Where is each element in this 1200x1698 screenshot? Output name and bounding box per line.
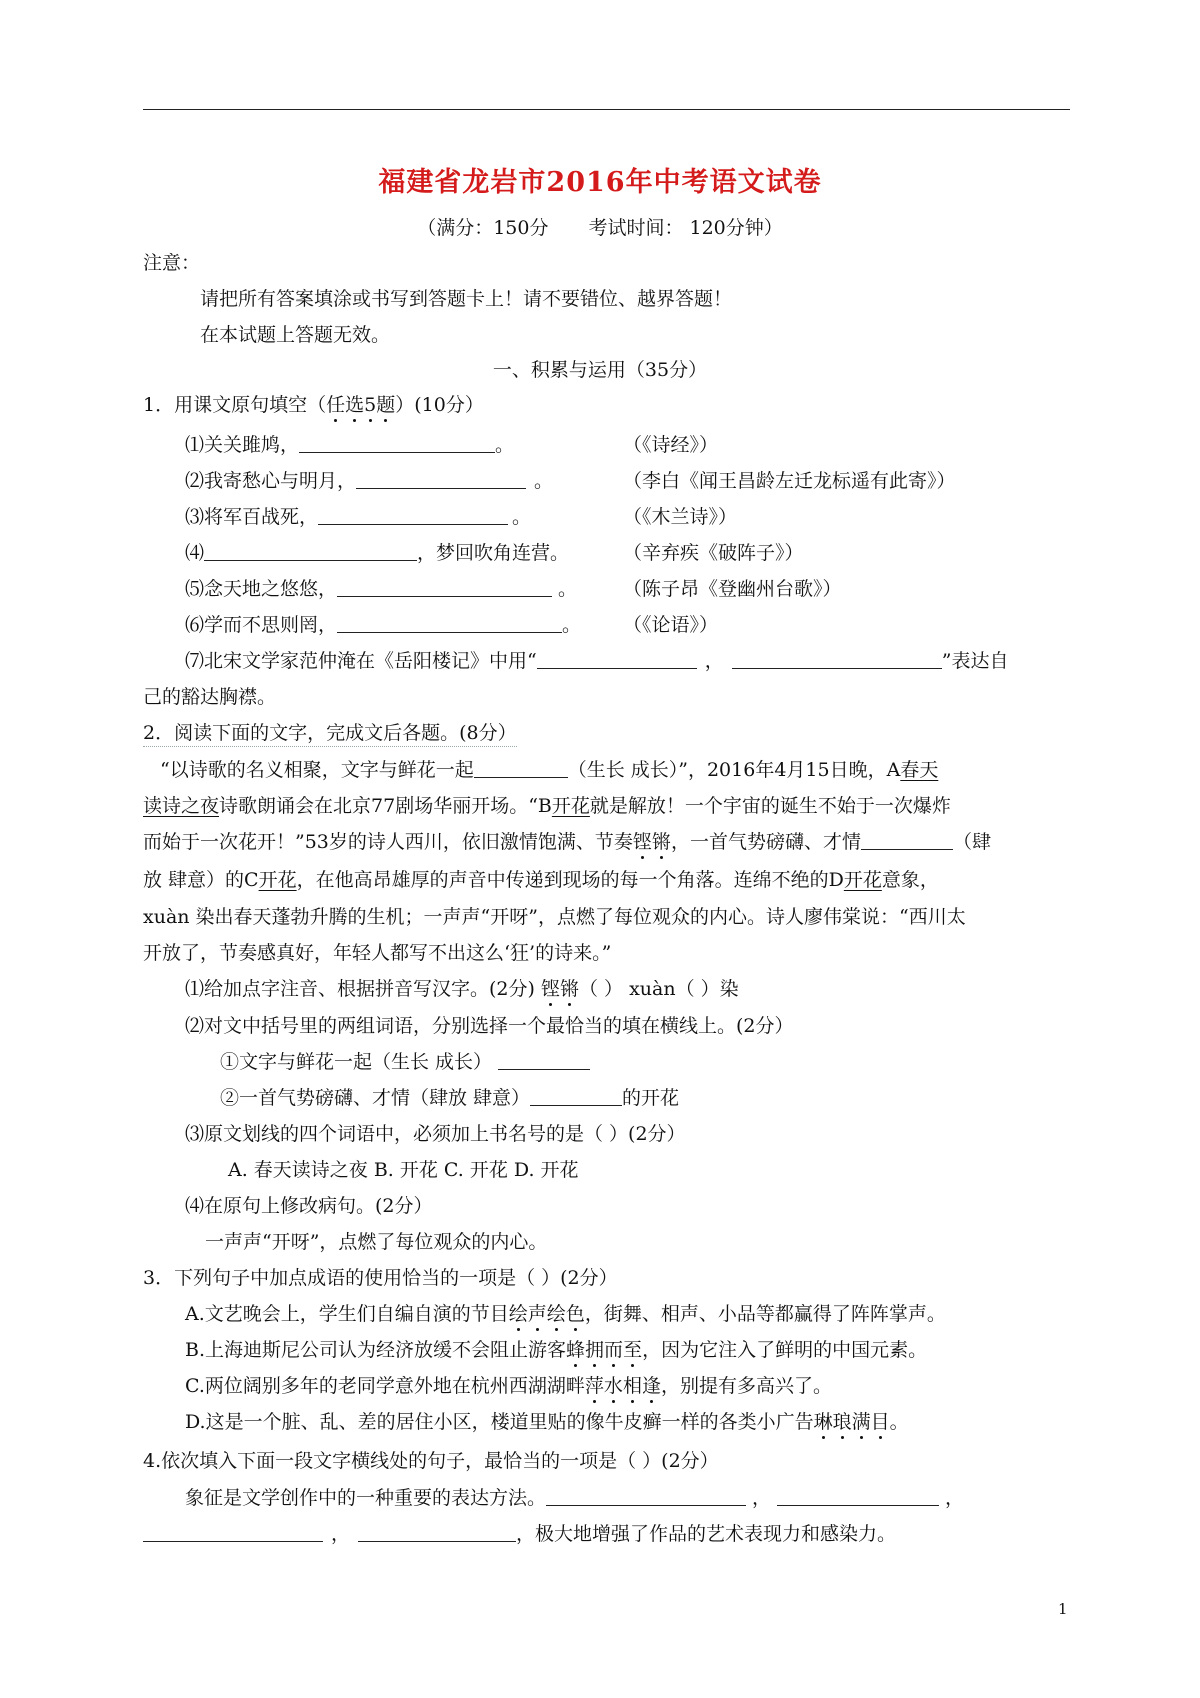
q1-item-3: ⑶将军百战死， 。 bbox=[185, 506, 532, 528]
answer-blank[interactable] bbox=[732, 649, 942, 669]
q2-passage-line-4: 放 肆意）的C开花，在他高昂雄厚的声音中传递到现场的每一个角落。连绵不绝的D开花意象， bbox=[143, 869, 939, 891]
header-rule bbox=[143, 109, 1070, 110]
q4-stem: 4.依次填入下面一段文字横线处的句子，最恰当的一项是（ ）(2分） bbox=[143, 1450, 719, 1472]
q3-option-d: D.这是一个脏、乱、差的居住小区，楼道里贴的像牛皮癣一样的各类小广告琳琅满目。 bbox=[185, 1411, 909, 1433]
q1-item-6-source: （《论语》） bbox=[623, 614, 719, 636]
q2-passage-line-3: 而始于一次花开！”53岁的诗人西川，依旧激情饱满、节奏铿锵，一首气势磅礴、才情 （肆 bbox=[143, 831, 991, 853]
exam-time: 考试时间： 120分钟） bbox=[588, 217, 783, 239]
exam-meta bbox=[0, 213, 1200, 240]
answer-blank[interactable] bbox=[337, 577, 552, 597]
answer-blank[interactable] bbox=[777, 1486, 939, 1506]
q1-item-2: ⑵我寄愁心与明月， 。 bbox=[185, 470, 554, 492]
full-score: （满分：150分 bbox=[417, 217, 549, 239]
answer-blank[interactable] bbox=[318, 505, 508, 525]
q2-sub-3: ⑶原文划线的四个词语中，必须加上书名号的是（ ）(2分） bbox=[185, 1123, 686, 1145]
section-heading: 一、积累与运用（35分） bbox=[492, 359, 708, 381]
answer-blank[interactable] bbox=[204, 541, 417, 561]
q1-item-5: ⑸念天地之悠悠， 。 bbox=[185, 578, 578, 600]
q1-item-7-cont: 己的豁达胸襟。 bbox=[143, 686, 277, 708]
answer-blank[interactable] bbox=[356, 469, 526, 489]
q1-stem: 1．用课文原句填空（任选5题）(10分） bbox=[143, 394, 484, 416]
q2-sub-3-options: A. 春天读诗之夜 B. 开花 C. 开花 D. 开花 bbox=[228, 1159, 579, 1181]
q2-passage-line-5: xuàn 染出春天蓬勃升腾的生机；一声声“开呀”，点燃了每位观众的内心。诗人廖伟棠说：“西川太 bbox=[143, 906, 966, 928]
answer-blank[interactable] bbox=[143, 1522, 323, 1542]
exam-title: 福建省龙岩市2016年中考语文试卷 bbox=[378, 167, 822, 198]
q1-item-4: ⑷ ，梦回吹角连营。 bbox=[185, 542, 570, 564]
answer-blank[interactable] bbox=[537, 649, 697, 669]
answer-blank[interactable] bbox=[358, 1522, 516, 1542]
notice-line-1: 请把所有答案填涂或书写到答题卡上！请不要错位、越界答题！ bbox=[200, 288, 733, 310]
q1-item-7: ⑺北宋文学家范仲淹在《岳阳楼记》中用“ ， ”表达自 bbox=[185, 650, 1009, 672]
q1-item-2-source: （李白《闻王昌龄左迁龙标遥有此寄》） bbox=[623, 470, 956, 492]
q2-sub-2-item-1: ①文字与鲜花一起（生长 成长） bbox=[220, 1049, 590, 1075]
q2-sub-4-sentence: 一声声“开呀”，点燃了每位观众的内心。 bbox=[205, 1231, 548, 1253]
q1-item-4-source: （辛弃疾《破阵子》） bbox=[623, 542, 804, 564]
notice-label: 注意： bbox=[143, 252, 201, 274]
answer-blank[interactable] bbox=[530, 1086, 622, 1106]
q1-item-1: ⑴关关雎鸠， 。 bbox=[185, 434, 515, 456]
q2-passage-line-6: 开放了，节奏感真好，年轻人都写不出这么‘狂’的诗来。” bbox=[143, 942, 612, 964]
q4-text-line-1: 象征是文学创作中的一种重要的表达方法。 ， ， bbox=[185, 1487, 965, 1509]
q1-item-3-source: （《木兰诗》） bbox=[623, 506, 738, 528]
q3-option-b: B.上海迪斯尼公司认为经济放缓不会阻止游客蜂拥而至，因为它注入了鲜明的中国元素。 bbox=[185, 1339, 928, 1361]
q2-stem: 2．阅读下面的文字，完成文后各题。(8分） bbox=[143, 720, 517, 747]
q2-sub-4: ⑷在原句上修改病句。(2分） bbox=[185, 1195, 433, 1217]
q3-option-c: C.两位阔别多年的老同学意外地在杭州西湖湖畔萍水相逢，别提有多高兴了。 bbox=[185, 1375, 832, 1397]
q2-passage-line-2: 读诗之夜诗歌朗诵会在北京77剧场华丽开场。“B开花就是解放！一个宇宙的诞生不始于一次爆炸 bbox=[143, 795, 951, 817]
q3-option-a: A.文艺晚会上，学生们自编自演的节目绘声绘色，街舞、相声、小品等都赢得了阵阵掌声。 bbox=[185, 1303, 946, 1325]
answer-blank[interactable] bbox=[546, 1486, 746, 1506]
q2-sub-2-item-2: ②一首气势磅礴、才情（肆放 肆意） 的开花 bbox=[220, 1087, 680, 1109]
notice-line-2: 在本试题上答题无效。 bbox=[200, 324, 391, 346]
q1-item-6: ⑹学而不思则罔， 。 bbox=[185, 614, 582, 636]
q4-text-line-2: ， ，极大地增强了作品的艺术表现力和感染力。 bbox=[143, 1521, 896, 1547]
q1-dotted-emphasis: 任选5题 bbox=[326, 394, 396, 416]
answer-blank[interactable] bbox=[498, 1050, 590, 1070]
q1-item-5-source: （陈子昂《登幽州台歌》） bbox=[623, 578, 842, 600]
q1-item-1-source: （《诗经》） bbox=[623, 434, 719, 456]
q2-sub-1: ⑴给加点字注音、根据拼音写汉字。(2分) 铿锵（ ） xuàn（ ）染 bbox=[185, 978, 739, 1000]
answer-blank[interactable] bbox=[299, 433, 495, 453]
page-number: 1 bbox=[1058, 1600, 1068, 1618]
q2-sub-2: ⑵对文中括号里的两组词语，分别选择一个最恰当的填在横线上。(2分） bbox=[185, 1015, 794, 1037]
q2-passage-line-1: “以诗歌的名义相聚，文字与鲜花一起 （生长 成长）”，2016年4月15日晚，A春天 bbox=[160, 759, 939, 781]
answer-blank[interactable] bbox=[474, 758, 568, 778]
answer-blank[interactable] bbox=[861, 830, 953, 850]
q3-stem: 3．下列句子中加点成语的使用恰当的一项是（ ）(2分） bbox=[143, 1267, 618, 1289]
answer-blank[interactable] bbox=[337, 613, 562, 633]
